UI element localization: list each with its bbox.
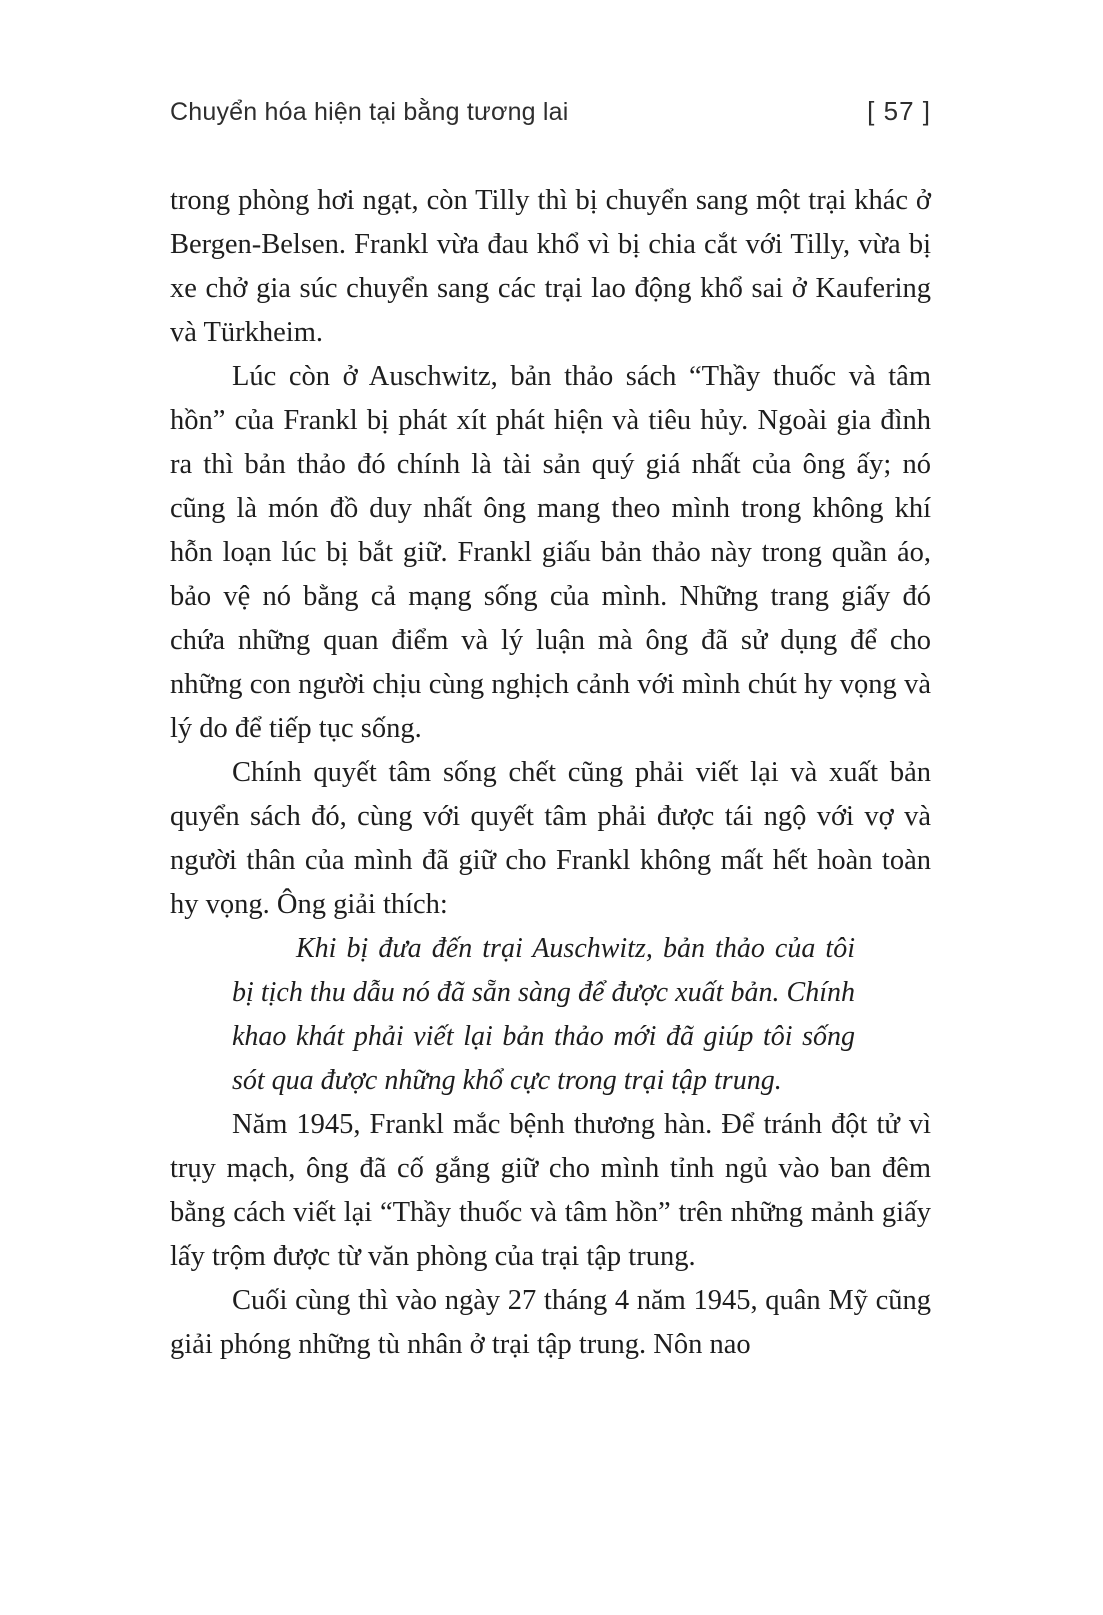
- paragraph: Cuối cùng thì vào ngày 27 tháng 4 năm 1945, quân Mỹ cũng giải phóng những tù nhân ở trại tập trung. Nôn nao: [170, 1285, 931, 1360]
- running-header-title: Chuyển hóa hiện tại bằng tương lai: [170, 98, 569, 126]
- page-content: [170, 179, 931, 1367]
- paragraph: Chính quyết tâm sống chết cũng phải viết lại và xuất bản quyển sách đó, cùng với quyết tâm phải được tái ngộ với vợ và người thân của mình đã giữ cho Frankl không mất hết hoàn toàn hy vọng. Ông giải thích:: [170, 757, 931, 920]
- block-quote: Khi bị đưa đến trại Auschwitz, bản thảo của tôi bị tịch thu dẫu nó đã sẵn sàng để được xuất bản. Chính khao khát phải viết lại bản thảo mới đã giúp tôi sống sót qua được những khổ cực trong trại tập trung.: [232, 933, 855, 1096]
- paragraph: Lúc còn ở Auschwitz, bản thảo sách “Thầy thuốc và tâm hồn” của Frankl bị phát xít phát hiện và tiêu hủy. Ngoài gia đình ra thì bản thảo đó chính là tài sản quý giá nhất của ông ấy; nó cũng là món đồ duy nhất ông mang theo mình trong không khí hỗn loạn lúc bị bắt giữ. Frankl giấu bản thảo này trong quần áo, bảo vệ nó bằng cả mạng sống của mình. Những trang giấy đó chứa những quan điểm và lý luận mà ông đã sử dụng để cho những con người chịu cùng nghịch cảnh với mình chút hy vọng và lý do để tiếp tục sống.: [170, 361, 931, 744]
- page-header: [170, 96, 931, 127]
- page-number: [ 57 ]: [867, 96, 931, 126]
- paragraph: Năm 1945, Frankl mắc bệnh thương hàn. Để tránh đột tử vì trụy mạch, ông đã cố gắng giữ cho mình tỉnh ngủ vào ban đêm bằng cách viết lại “Thầy thuốc và tâm hồn” trên những mảnh giấy lấy trộm được từ văn phòng của trại tập trung.: [170, 1109, 931, 1272]
- paragraph: trong phòng hơi ngạt, còn Tilly thì bị chuyển sang một trại khác ở Bergen-Belsen. Frankl vừa đau khổ vì bị chia cắt với Tilly, vừa bị xe chở gia súc chuyển sang các trại lao động khổ sai ở Kaufering và Türkheim.: [170, 185, 931, 348]
